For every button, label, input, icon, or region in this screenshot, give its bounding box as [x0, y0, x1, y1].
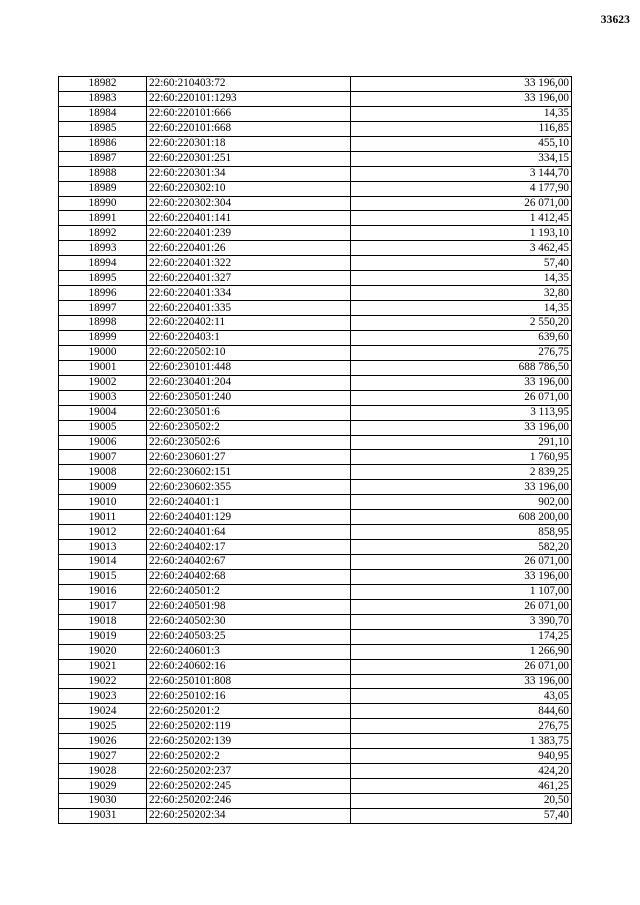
row-number-cell: 19018 [59, 614, 147, 629]
row-number-cell: 18990 [59, 196, 147, 211]
cadastral-number-cell: 22:60:230602:355 [147, 480, 351, 495]
row-number-cell: 18993 [59, 241, 147, 256]
cadastral-number-cell: 22:60:220401:26 [147, 241, 351, 256]
row-number-cell: 19004 [59, 405, 147, 420]
table-row [59, 196, 572, 211]
cadastral-number-cell: 22:60:240601:3 [147, 644, 351, 659]
amount-cell: 26 071,00 [351, 659, 572, 674]
cadastral-number-cell: 22:60:220302:304 [147, 196, 351, 211]
cadastral-number-cell: 22:60:220101:666 [147, 106, 351, 121]
cadastral-number-cell: 22:60:250202:2 [147, 749, 351, 764]
row-number-cell: 19000 [59, 345, 147, 360]
cadastral-number-cell: 22:60:230501:6 [147, 405, 351, 420]
cadastral-number-cell: 22:60:220301:34 [147, 166, 351, 181]
cadastral-number-cell: 22:60:220401:334 [147, 286, 351, 301]
table-row [59, 779, 572, 794]
cadastral-number-cell: 22:60:230502:6 [147, 435, 351, 450]
cadastral-number-cell: 22:60:240602:16 [147, 659, 351, 674]
table-row [59, 211, 572, 226]
amount-cell: 3 462,45 [351, 241, 572, 256]
amount-cell: 4 177,90 [351, 181, 572, 196]
amount-cell: 33 196,00 [351, 77, 572, 92]
table-row [59, 629, 572, 644]
row-number-cell: 18985 [59, 121, 147, 136]
amount-cell: 1 107,00 [351, 584, 572, 599]
amount-cell: 14,35 [351, 271, 572, 286]
amount-cell: 57,40 [351, 808, 572, 823]
table-row [59, 465, 572, 480]
amount-cell: 639,60 [351, 330, 572, 345]
amount-cell: 291,10 [351, 435, 572, 450]
amount-cell: 1 193,10 [351, 226, 572, 241]
table-row [59, 106, 572, 121]
amount-cell: 33 196,00 [351, 674, 572, 689]
amount-cell: 57,40 [351, 256, 572, 271]
table-row [59, 764, 572, 779]
row-number-cell: 19023 [59, 689, 147, 704]
row-number-cell: 19027 [59, 749, 147, 764]
row-number-cell: 18995 [59, 271, 147, 286]
row-number-cell: 18983 [59, 91, 147, 106]
amount-cell: 1 412,45 [351, 211, 572, 226]
cadastral-number-cell: 22:60:220402:11 [147, 316, 351, 331]
row-number-cell: 19011 [59, 510, 147, 525]
table-row [59, 91, 572, 106]
cadastral-number-cell: 22:60:250202:34 [147, 808, 351, 823]
cadastral-number-cell: 22:60:220302:10 [147, 181, 351, 196]
row-number-cell: 19020 [59, 644, 147, 659]
cadastral-number-cell: 22:60:230502:2 [147, 420, 351, 435]
cadastral-number-cell: 22:60:240401:64 [147, 525, 351, 540]
row-number-cell: 19019 [59, 629, 147, 644]
cadastral-number-cell: 22:60:240402:17 [147, 540, 351, 555]
table-row [59, 330, 572, 345]
row-number-cell: 19012 [59, 525, 147, 540]
amount-cell: 26 071,00 [351, 555, 572, 570]
amount-cell: 26 071,00 [351, 390, 572, 405]
cadastral-number-cell: 22:60:220401:322 [147, 256, 351, 271]
cadastral-number-cell: 22:60:220401:141 [147, 211, 351, 226]
amount-cell: 608 200,00 [351, 510, 572, 525]
table-row [59, 301, 572, 316]
amount-cell: 334,15 [351, 151, 572, 166]
amount-cell: 14,35 [351, 106, 572, 121]
amount-cell: 424,20 [351, 764, 572, 779]
cadastral-number-cell: 22:60:240501:98 [147, 599, 351, 614]
row-number-cell: 19028 [59, 764, 147, 779]
amount-cell: 116,85 [351, 121, 572, 136]
table-row [59, 689, 572, 704]
amount-cell: 14,35 [351, 301, 572, 316]
cadastral-number-cell: 22:60:240401:129 [147, 510, 351, 525]
cadastral-number-cell: 22:60:230101:448 [147, 360, 351, 375]
table-row [59, 749, 572, 764]
cadastral-number-cell: 22:60:250201:2 [147, 704, 351, 719]
amount-cell: 461,25 [351, 779, 572, 794]
amount-cell: 43,05 [351, 689, 572, 704]
table-row [59, 405, 572, 420]
amount-cell: 2 550,20 [351, 316, 572, 331]
row-number-cell: 18986 [59, 136, 147, 151]
row-number-cell: 19003 [59, 390, 147, 405]
amount-cell: 3 390,70 [351, 614, 572, 629]
cadastral-number-cell: 22:60:220301:251 [147, 151, 351, 166]
row-number-cell: 19026 [59, 734, 147, 749]
registry-table [58, 76, 572, 824]
cadastral-number-cell: 22:60:240401:1 [147, 495, 351, 510]
row-number-cell: 19007 [59, 450, 147, 465]
cadastral-number-cell: 22:60:220301:18 [147, 136, 351, 151]
table-row [59, 674, 572, 689]
table-row [59, 286, 572, 301]
row-number-cell: 18992 [59, 226, 147, 241]
row-number-cell: 18984 [59, 106, 147, 121]
row-number-cell: 18997 [59, 301, 147, 316]
table-row [59, 375, 572, 390]
cadastral-number-cell: 22:60:250202:119 [147, 719, 351, 734]
table-row [59, 555, 572, 570]
row-number-cell: 19024 [59, 704, 147, 719]
row-number-cell: 19017 [59, 599, 147, 614]
amount-cell: 26 071,00 [351, 599, 572, 614]
cadastral-number-cell: 22:60:220502:10 [147, 345, 351, 360]
table-row [59, 77, 572, 92]
row-number-cell: 19015 [59, 569, 147, 584]
table-row [59, 181, 572, 196]
table-row [59, 166, 572, 181]
row-number-cell: 19014 [59, 555, 147, 570]
cadastral-number-cell: 22:60:230602:151 [147, 465, 351, 480]
row-number-cell: 19002 [59, 375, 147, 390]
cadastral-number-cell: 22:60:220401:335 [147, 301, 351, 316]
cadastral-number-cell: 22:60:230501:240 [147, 390, 351, 405]
row-number-cell: 18994 [59, 256, 147, 271]
row-number-cell: 19008 [59, 465, 147, 480]
row-number-cell: 18996 [59, 286, 147, 301]
table-row [59, 659, 572, 674]
cadastral-number-cell: 22:60:250102:16 [147, 689, 351, 704]
row-number-cell: 19031 [59, 808, 147, 823]
table-row [59, 540, 572, 555]
row-number-cell: 19021 [59, 659, 147, 674]
amount-cell: 26 071,00 [351, 196, 572, 211]
table-row [59, 569, 572, 584]
table-row [59, 360, 572, 375]
table-row [59, 495, 572, 510]
table-row [59, 345, 572, 360]
row-number-cell: 19025 [59, 719, 147, 734]
table-row [59, 435, 572, 450]
amount-cell: 33 196,00 [351, 569, 572, 584]
cadastral-number-cell: 22:60:230401:204 [147, 375, 351, 390]
cadastral-number-cell: 22:60:220101:1293 [147, 91, 351, 106]
table-row [59, 316, 572, 331]
amount-cell: 276,75 [351, 345, 572, 360]
amount-cell: 455,10 [351, 136, 572, 151]
cadastral-number-cell: 22:60:220401:239 [147, 226, 351, 241]
amount-cell: 582,20 [351, 540, 572, 555]
amount-cell: 844,60 [351, 704, 572, 719]
cadastral-number-cell: 22:60:210403:72 [147, 77, 351, 92]
table-row [59, 704, 572, 719]
table-row [59, 136, 572, 151]
amount-cell: 1 760,95 [351, 450, 572, 465]
registry-table-body [59, 77, 572, 824]
cadastral-number-cell: 22:60:250202:246 [147, 794, 351, 809]
table-row [59, 256, 572, 271]
row-number-cell: 19030 [59, 794, 147, 809]
amount-cell: 940,95 [351, 749, 572, 764]
row-number-cell: 18989 [59, 181, 147, 196]
amount-cell: 33 196,00 [351, 480, 572, 495]
table-row [59, 525, 572, 540]
amount-cell: 688 786,50 [351, 360, 572, 375]
row-number-cell: 18998 [59, 316, 147, 331]
amount-cell: 276,75 [351, 719, 572, 734]
cadastral-number-cell: 22:60:250101:808 [147, 674, 351, 689]
cadastral-number-cell: 22:60:240503:25 [147, 629, 351, 644]
table-row [59, 480, 572, 495]
amount-cell: 32,80 [351, 286, 572, 301]
row-number-cell: 18982 [59, 77, 147, 92]
table-row [59, 599, 572, 614]
amount-cell: 1 266,90 [351, 644, 572, 659]
cadastral-number-cell: 22:60:220101:668 [147, 121, 351, 136]
cadastral-number-cell: 22:60:240402:67 [147, 555, 351, 570]
table-row [59, 794, 572, 809]
table-row [59, 584, 572, 599]
cadastral-number-cell: 22:60:250202:139 [147, 734, 351, 749]
row-number-cell: 19005 [59, 420, 147, 435]
table-row [59, 151, 572, 166]
table-row [59, 271, 572, 286]
table-row [59, 226, 572, 241]
page-number: 33623 [600, 14, 630, 26]
table-row [59, 390, 572, 405]
table-row [59, 241, 572, 256]
cadastral-number-cell: 22:60:220403:1 [147, 330, 351, 345]
row-number-cell: 18987 [59, 151, 147, 166]
row-number-cell: 18999 [59, 330, 147, 345]
table-row [59, 734, 572, 749]
row-number-cell: 19022 [59, 674, 147, 689]
amount-cell: 33 196,00 [351, 91, 572, 106]
cadastral-number-cell: 22:60:230601:27 [147, 450, 351, 465]
row-number-cell: 19006 [59, 435, 147, 450]
row-number-cell: 18991 [59, 211, 147, 226]
row-number-cell: 19016 [59, 584, 147, 599]
amount-cell: 20,50 [351, 794, 572, 809]
amount-cell: 858,95 [351, 525, 572, 540]
row-number-cell: 18988 [59, 166, 147, 181]
row-number-cell: 19029 [59, 779, 147, 794]
amount-cell: 1 383,75 [351, 734, 572, 749]
table-row [59, 614, 572, 629]
cadastral-number-cell: 22:60:240502:30 [147, 614, 351, 629]
cadastral-number-cell: 22:60:240501:2 [147, 584, 351, 599]
row-number-cell: 19009 [59, 480, 147, 495]
amount-cell: 902,00 [351, 495, 572, 510]
amount-cell: 174,25 [351, 629, 572, 644]
cadastral-number-cell: 22:60:250202:237 [147, 764, 351, 779]
cadastral-number-cell: 22:60:240402:68 [147, 569, 351, 584]
row-number-cell: 19013 [59, 540, 147, 555]
table-row [59, 644, 572, 659]
table-row [59, 420, 572, 435]
cadastral-number-cell: 22:60:220401:327 [147, 271, 351, 286]
amount-cell: 33 196,00 [351, 420, 572, 435]
amount-cell: 2 839,25 [351, 465, 572, 480]
amount-cell: 3 144,70 [351, 166, 572, 181]
table-row [59, 719, 572, 734]
amount-cell: 33 196,00 [351, 375, 572, 390]
table-row [59, 121, 572, 136]
table-row [59, 450, 572, 465]
cadastral-number-cell: 22:60:250202:245 [147, 779, 351, 794]
table-row [59, 808, 572, 823]
row-number-cell: 19010 [59, 495, 147, 510]
table-row [59, 510, 572, 525]
row-number-cell: 19001 [59, 360, 147, 375]
amount-cell: 3 113,95 [351, 405, 572, 420]
